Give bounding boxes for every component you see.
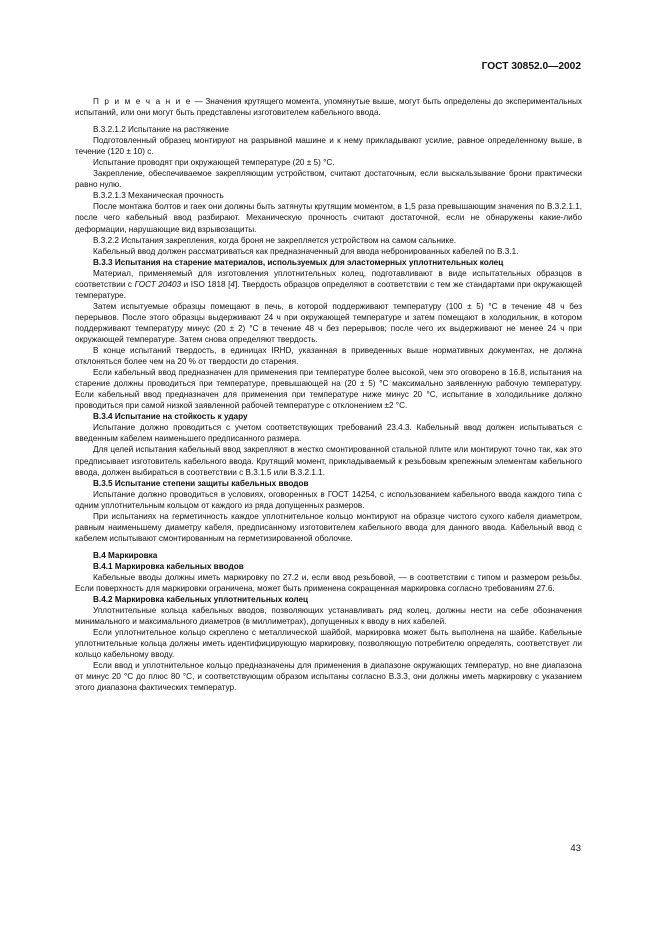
section-b42-heading: B.4.2 Маркировка кабельных уплотнительных колец — [93, 595, 309, 605]
paragraph: Испытание должно проводиться в условиях, оговоренных в ГОСТ 14254, с использованием кабельного ввода каждого типа с одним уплотнительным кольцом от каждого из ряда допущенных размеров. — [75, 489, 582, 510]
paragraph: В конце испытаний твердость, в единицах IRHD, указанная в приведенных выше нормативных документах, не должна отклоняться более чем на 20 % от твердости до старения. — [75, 346, 582, 367]
section-b33-heading: B.3.3 Испытания на старение материалов, используемых для эластомерных уплотнительных колец — [93, 257, 504, 267]
section-b34-heading: B.3.4 Испытание на стойкость к удару — [93, 412, 248, 422]
text-run: Материал, применяемый для изготовления уплотнительных колец, подготавливают в виде испытательных образцов в соответствии с — [75, 268, 582, 289]
section-b322-title: B.3.2.2 Испытания закрепления, когда броня не закрепляется устройством на самом сальнике. — [93, 235, 457, 245]
paragraph: При испытаниях на герметичность каждое уплотнительное кольцо монтируют на образце чистого сухого кабеля диаметром, равным наименьшему диаметру кабеля, предписанному изготовителем кабельного ввода для данного ввода. Кабельный ввод с кабелем испытывают смонтированным на герметизированной оболочке. — [75, 511, 582, 543]
paragraph: Если кабельный ввод предназначен для применения при температуре более высокой, чем это оговорено в 16.8, испытания на старение должны проводиться при температуре, превышающей на (20 ± 5) °С максимально заявленную рабочую температуру. Если кабельный ввод предназначен для применения при температуре ниже минус 20 °С, испытание в холодильнике должно проводиться при самой низкой заявленной рабочей температуре с отклонением ±2 °С. — [75, 368, 582, 411]
note-paragraph — [75, 96, 582, 118]
section-b41-heading: B.4.1 Маркировка кабельных вводов — [93, 561, 244, 571]
document-id-header: ГОСТ 30852.0—2002 — [481, 61, 581, 72]
reference-number: 4 — [230, 279, 235, 289]
page-number: 43 — [570, 843, 581, 854]
section-b3213-title: B.3.2.1.3 Механическая прочность — [93, 191, 224, 201]
paragraph: Кабельный ввод должен рассматриваться как предназначенный для ввода небронированных кабелей по В.3.1. — [93, 246, 519, 256]
note-label: П р и м е ч а н и е — [93, 97, 192, 106]
document-body — [75, 96, 582, 693]
paragraph: Если уплотнительное кольцо скреплено с металлической шайбой, маркировка может быть выполнена на шайбе. Кабельные уплотнительные кольца должны иметь идентифицирующую маркировку, позволяющую потребителю определять, соответствует ли кольцо кабельному вводу. — [75, 628, 582, 660]
section-b35-heading: B.3.5 Испытание степени защиты кабельных вводов — [93, 478, 309, 488]
paragraph: Подготовленный образец монтируют на разрывной машине и к нему прикладывают усилие, равное определенному выше, в течение (120 ± 10) с. — [75, 136, 582, 157]
text-run: ]. Твердость образцов определяют в соответствии с тем же стандартами при окружающей температуре. — [75, 279, 583, 300]
paragraph: Уплотнительные кольца кабельных вводов, позволяющих устанавливать ряд колец, должны нести на себе обозначения минимального и максимального диаметров (в миллиметрах), допущенных к вводу в них кабелей. — [75, 606, 582, 627]
text-run: и ISO 1818 [ — [181, 279, 231, 289]
paragraph — [75, 268, 582, 301]
paragraph: Испытание проводят при окружающей температуре (20 ± 5) °С. — [93, 158, 335, 168]
paragraph: Испытание должно проводиться с учетом соответствующих требований 23.4.3. Кабельный ввод должен испытываться с введенным кабелем наименьшего предписанного размера. — [75, 423, 582, 444]
section-b4-heading: B.4 Маркировка — [93, 550, 158, 560]
paragraph: Если ввод и уплотнительное кольцо предназначены для применения в диапазоне окружающих температур, но вне диапазона от минус 20 °С до плюс 80 °С, и соответствующим образом испытаны согласно В.3.3, они должны иметь маркировку с указанием этого диапазона фактических температур. — [75, 661, 582, 693]
paragraph: Закрепление, обеспечиваемое закрепляющим устройством, считают достаточным, если выскальзывание брони практически равно нулю. — [75, 169, 582, 190]
reference-link: ГОСТ 20403 — [134, 279, 182, 289]
paragraph: После монтажа болтов и гаек они должны быть затянуты крутящим моментом, в 1,5 раза превышающим значения по В.3.2.1.1, после чего кабельный ввод разбирают. Механическую прочность считают достаточной, если не обнаружены какие-либо деформации, нарушающие вид взрывозащиты. — [75, 202, 582, 234]
paragraph: Затем испытуемые образцы помещают в печь, в которой поддерживают температуру (100 ± 5) °С в течение 48 ч без перерывов. После этого образцы выдерживают 24 ч при окружающей температуре и затем помещают в холодильник, в котором поддерживают температуру минус (20 ± 2) °С в течение 48 ч без перерывов; после чего их выдерживают не менее 24 ч при окружающей температуре. Затем снова определяют твердость. — [75, 301, 582, 344]
section-b3212-title: B.3.2.1.2 Испытание на растяжение — [93, 125, 229, 135]
note-text: — Значения крутящего момента, упомянутые выше, могут быть определены до экспериментальных испытаний, или они могут быть представлены изготовителем кабельного ввода. — [75, 97, 582, 118]
paragraph: Кабельные вводы должны иметь маркировку по 27.2 и, если ввод резьбовой, — в соответствии с типом и размером резьбы. Если поверхность для маркировки ограничена, может быть применена сокращенная маркировка согласно требованиям 27.6. — [75, 572, 582, 594]
paragraph: Для целей испытания кабельный ввод закрепляют в жестко смонтированной стальной плите или монтируют точно так, как это предписывает изготовитель кабельного ввода. Крутящий момент, прикладываемый к резьбовым крепежным элементам кабельного ввода, должен выбираться в соответствии с В.3.1.5 или В.3.2.1.1. — [75, 445, 582, 477]
